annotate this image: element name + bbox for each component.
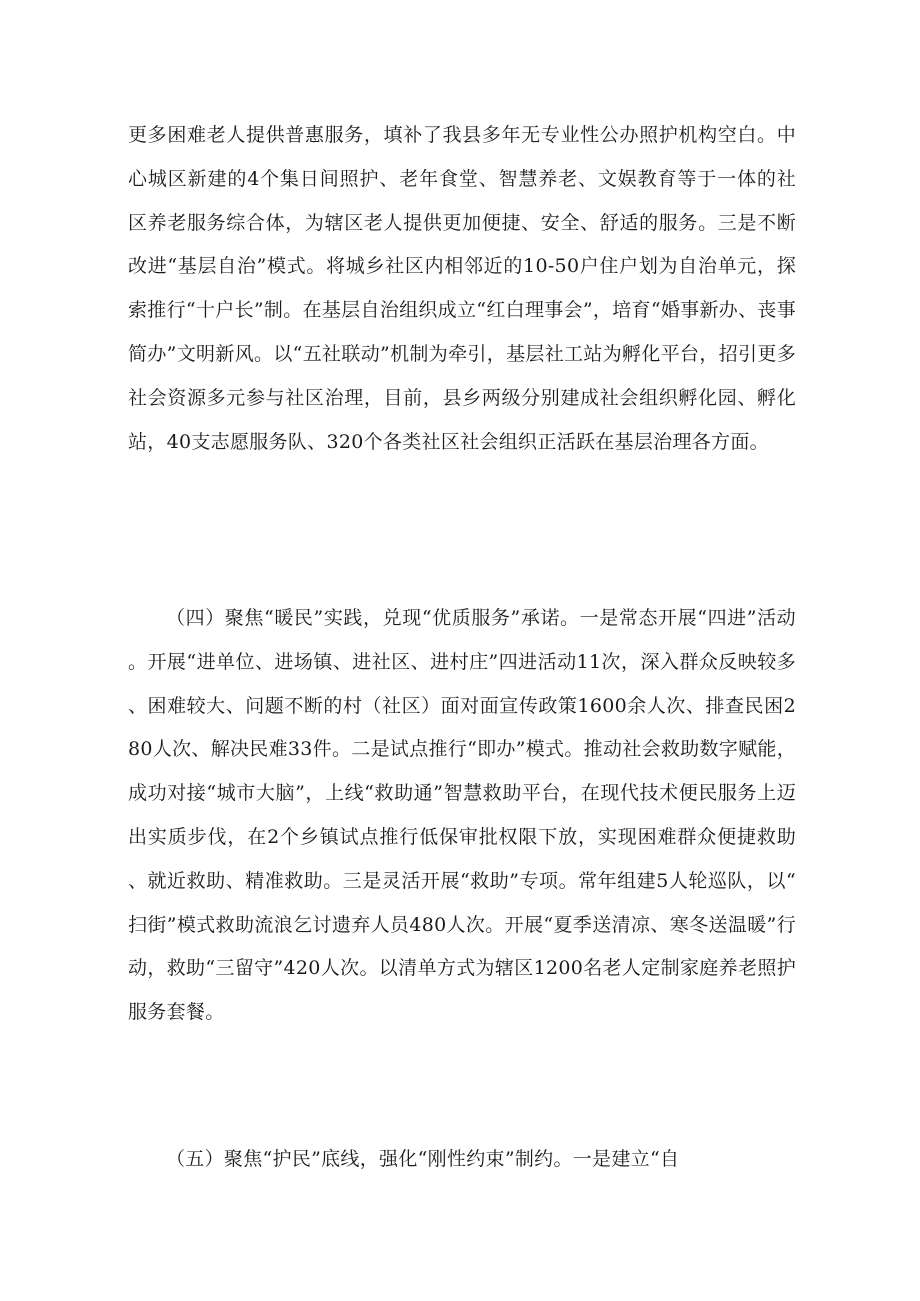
paragraph-elderly-care-and-self-governance: 更多困难老人提供普惠服务，填补了我县多年无专业性公办照护机构空白。中心城区新建的4个集日间照护、老年食堂、智慧养老、文娱教育等于一体的社区养老服务综合体，为辖区老人提供更加便捷、安全、舒适的服务。三是不断改进“基层自治”模式。将城乡社区内相邻近的10-50户住户划为自治单元，探索推行“十户长”制。在基层自治组织成立“红白理事会”，培育“婚事新办、丧事简办”文明新风。以“五社联动”机制为牵引，基层社工站为孵化平台，招引更多社会资源多元参与社区治理，目前，县乡两级分别建成社会组织孵化园、孵化站，40支志愿服务队、320个各类社区社会组织正活跃在基层治理各方面。	[128, 124, 796, 453]
paragraph-section-five-protection: （五）聚焦“护民”底线，强化“刚性约束”制约。一是建立“自	[166, 1148, 680, 1170]
paragraph-section-four-service: （四）聚焦“暖民”实践，兑现“优质服务”承诺。一是常态开展“四进”活动。开展“进单位、进场镇、进社区、进村庄”四进活动11次，深入群众反映较多、困难较大、问题不断的村（社区）面对面宣传政策1600余人次、排查民困280人次、解决民难33件。二是试点推行“即办”模式。推动社会救助数字赋能，成功对接“城市大脑”，上线“救助通”智慧救助平台，在现代技术便民服务上迈出实质步伐，在2个乡镇试点推行低保审批权限下放，实现困难群众便捷救助、就近救助、精准救助。三是灵活开展“救助”专项。常年组建5人轮巡队，以“扫街”模式救助流浪乞讨遗弃人员480人次。开展“夏季送清凉、寒冬送温暖”行动，救助“三留守”420人次。以清单方式为辖区1200名老人定制家庭养老照护服务套餐。	[128, 607, 796, 1024]
